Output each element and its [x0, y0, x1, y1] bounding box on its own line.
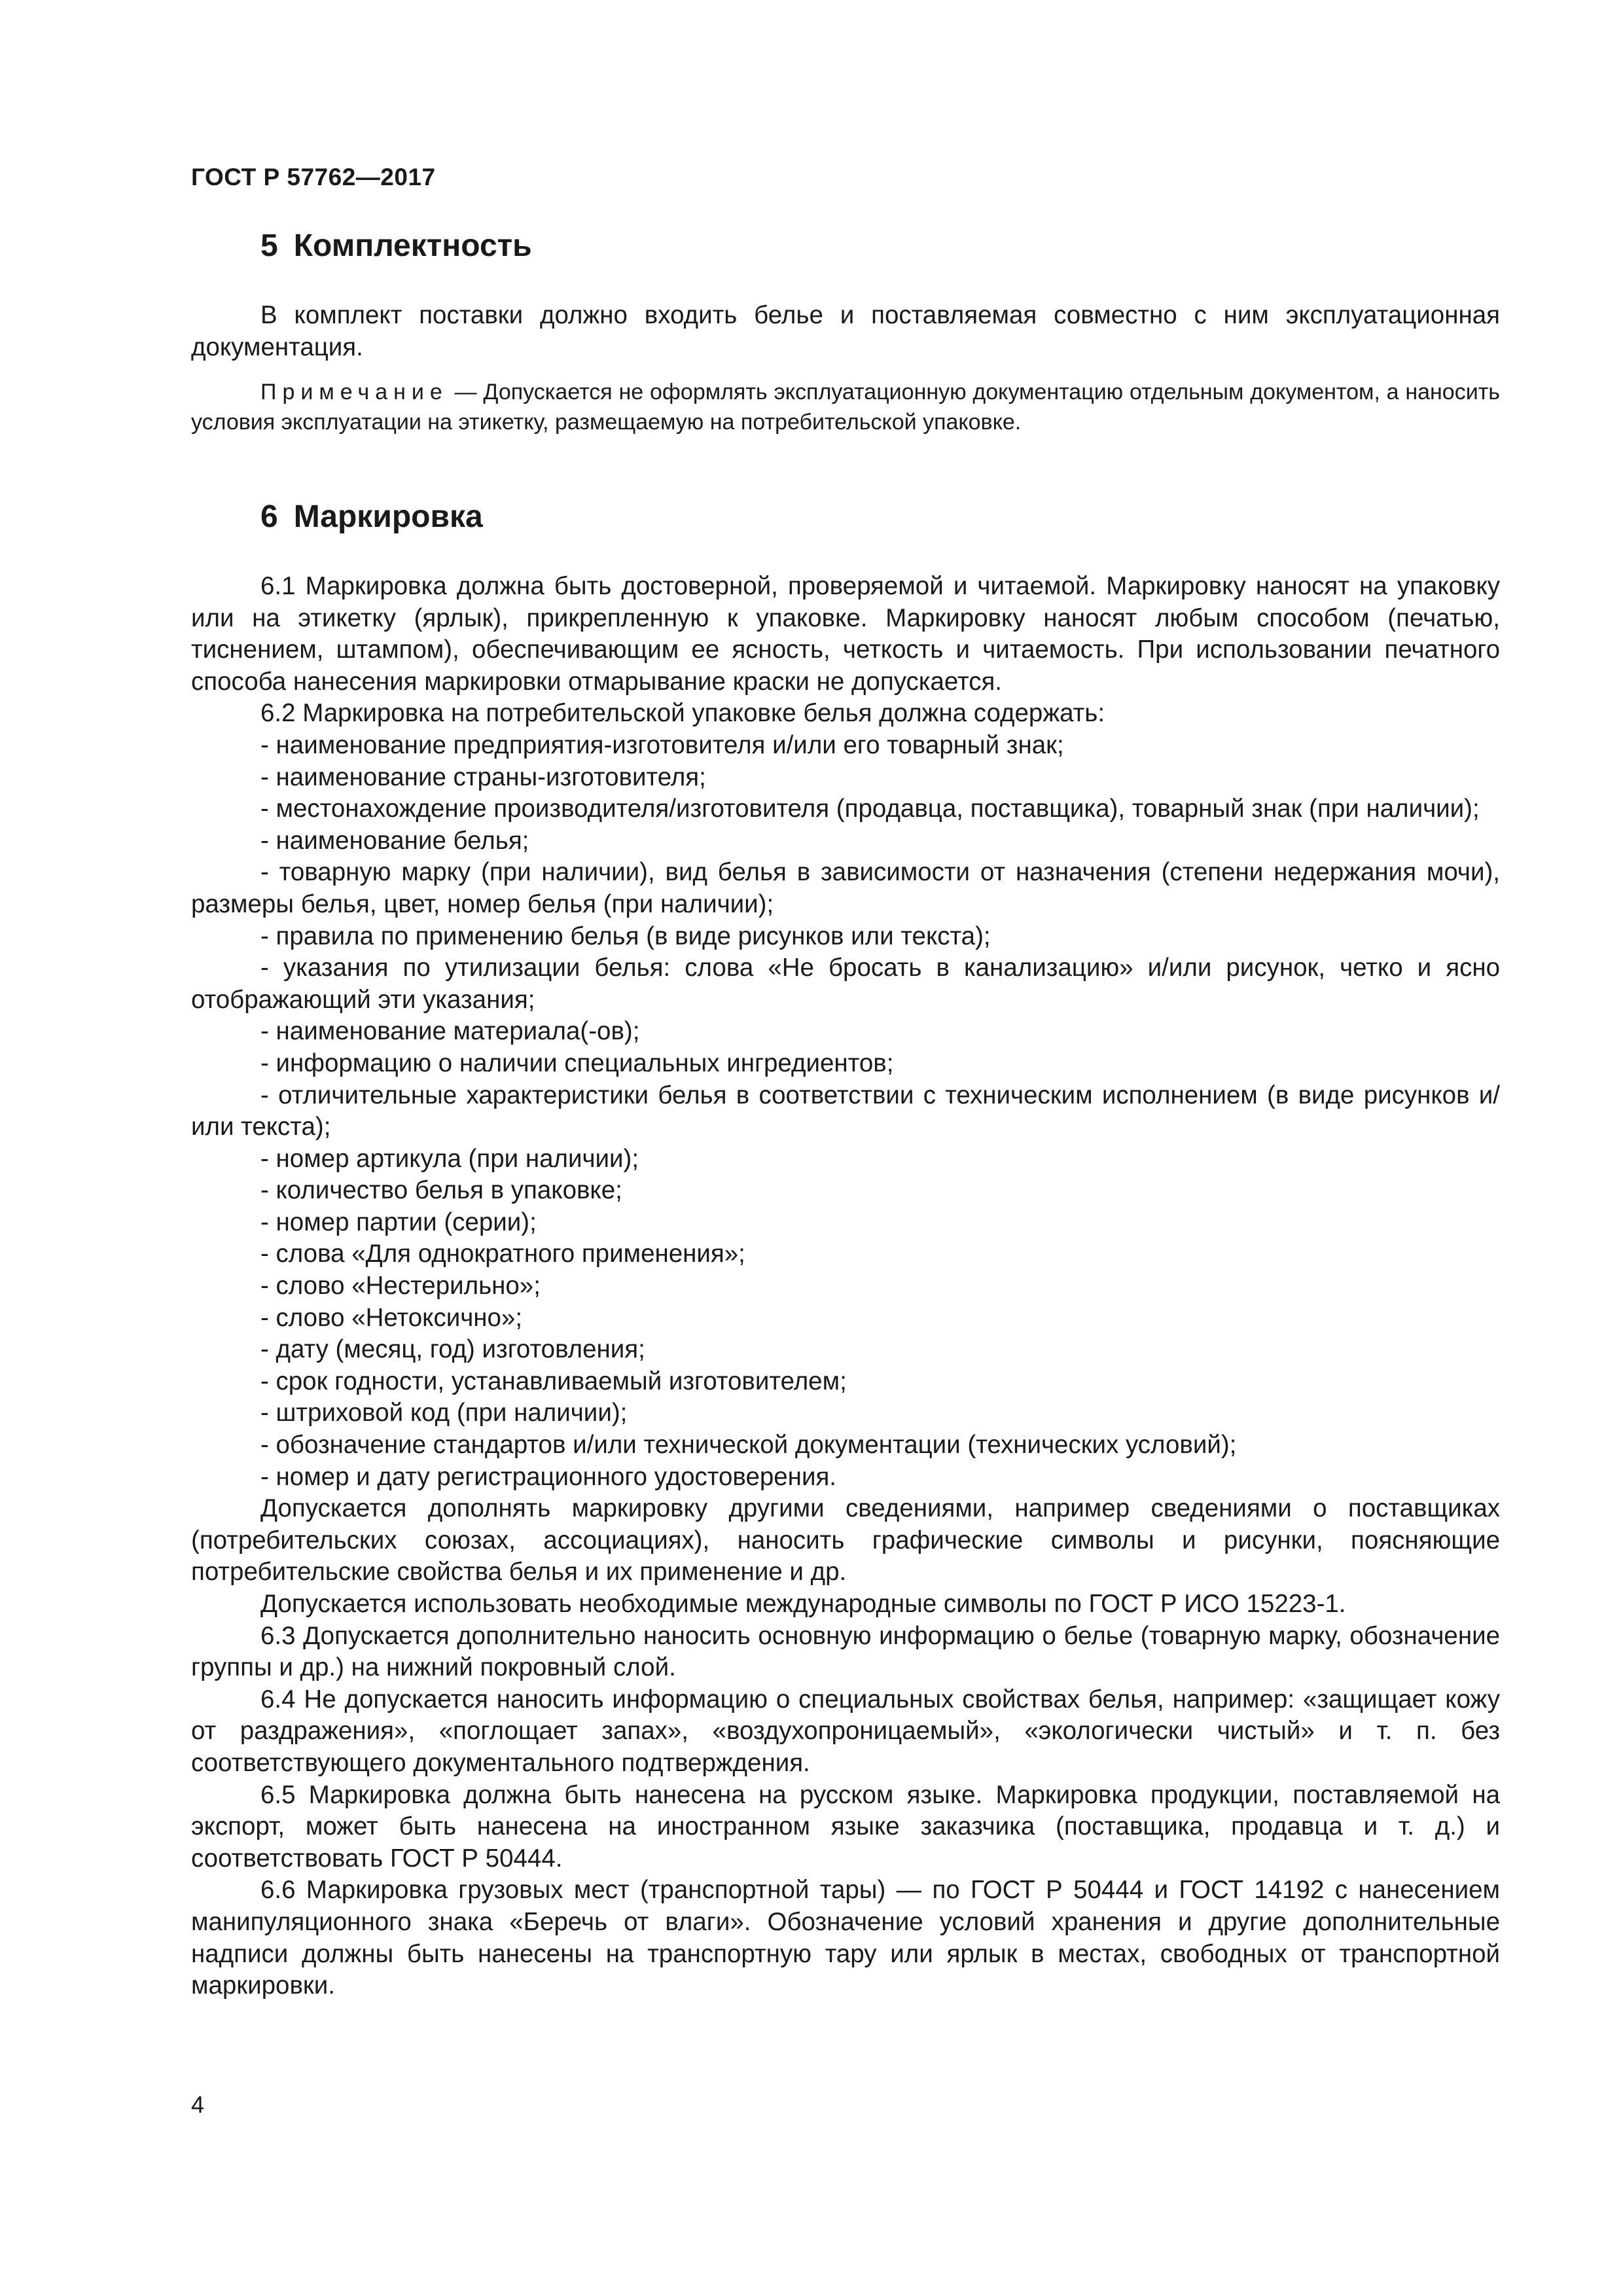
list-item: - слово «Нестерильно»; — [260, 1272, 541, 1300]
list-item: - отличительные характеристики белья в соответствии с техническим исполнением (в виде рисунков и/или текста); — [191, 1081, 1500, 1141]
list-item: - штриховой код (при наличии); — [260, 1399, 628, 1427]
list-item: - обозначение стандартов и/или технической документации (технических условий); — [260, 1431, 1237, 1460]
list-item: - наименование предприятия-изготовителя и/или его товарный знак; — [260, 730, 1064, 759]
section-6-number: 6 — [260, 499, 278, 534]
list-item: - наименование белья; — [260, 826, 529, 855]
paragraph-6-2: 6.2 Маркировка на потребительской упаковке белья должна содержать: — [260, 699, 1105, 728]
list-item: - слово «Нетоксично»; — [260, 1303, 523, 1332]
note-label: Примечание — [260, 380, 448, 404]
list-item: - информацию о наличии специальных ингредиентов; — [260, 1049, 894, 1077]
list-item: - дату (месяц, год) изготовления; — [260, 1335, 645, 1364]
list-item: - правила по применению белья (в виде рисунков или текста); — [260, 922, 991, 950]
page-number: 4 — [191, 2091, 205, 2118]
section-6-body — [191, 571, 1500, 2002]
section-6-heading — [260, 499, 483, 535]
section-5-title: Комплектность — [293, 228, 532, 263]
document-header: ГОСТ Р 57762—2017 — [191, 164, 436, 190]
list-item: - местонахождение производителя/изготовителя (продавца, поставщика), товарный знак (при наличии); — [260, 795, 1480, 823]
paragraph-6-6: 6.6 Маркировка грузовых мест (транспортной тары) — по ГОСТ Р 50444 и ГОСТ 14192 с нанесением манипуляционного знака «Беречь от влаги». Обозначение условий хранения и другие дополнительные надписи должны быть нанесены на транспортную тару или ярлык в местах, свободных от транспортной маркировки. — [191, 1876, 1500, 2000]
paragraph-additional-info: Допускается дополнять маркировку другими сведениями, например сведениями о поставщиках (потребительских союзах, ассоциациях), наносить графические символы и рисунки, поясняющие потребительские свойства белья и их применение и др. — [191, 1494, 1500, 1587]
section-5-body — [191, 300, 1500, 363]
list-item: - номер партии (серии); — [260, 1208, 537, 1236]
section-5-number: 5 — [260, 228, 278, 263]
list-item: - срок годности, устанавливаемый изготовителем; — [260, 1367, 847, 1395]
paragraph-6-4: 6.4 Не допускается наносить информацию о специальных свойствах белья, например: «защищает кожу от раздражения», «поглощает запах», «воздухопроницаемый», «экологически чистый» и т. п. без соответствующего документального подтверждения. — [191, 1685, 1500, 1777]
list-item: - номер артикула (при наличии); — [260, 1144, 639, 1173]
list-item: - наименование материала(-ов); — [260, 1017, 640, 1046]
note-text: — Допускается не оформлять эксплуатационную документацию отдельным документом, а наносить условия эксплуатации на этикетку, размещаемую на потребительской упаковке. — [191, 380, 1500, 435]
section-6-title: Маркировка — [293, 499, 483, 534]
paragraph-international-symbols: Допускается использовать необходимые международные символы по ГОСТ Р ИСО 15223-1. — [260, 1590, 1346, 1618]
note-paragraph — [191, 377, 1500, 437]
paragraph-6-1: 6.1 Маркировка должна быть достоверной, проверяемой и читаемой. Маркировку наносят на упаковку или на этикетку (ярлык), прикрепленную к упаковке. Маркировку наносят любым способом (печатью, тиснением, штампом), обеспечивающим ее ясность, четкость и читаемость. При использовании печатного способа нанесения маркировки отмарывание краски не допускается. — [191, 572, 1500, 696]
section-5-note — [191, 377, 1500, 437]
marking-requirements-list — [191, 730, 1500, 1493]
list-item: - товарную марку (при наличии), вид белья в зависимости от назначения (степени недержания мочи), размеры белья, цвет, номер белья (при наличии); — [191, 858, 1500, 918]
list-item: - наименование страны-изготовителя; — [260, 762, 706, 791]
section-5-text: В комплект поставки должно входить белье и поставляемая совместно с ним эксплуатационная документация. — [191, 301, 1500, 361]
list-item: - слова «Для однократного применения»; — [260, 1240, 745, 1268]
paragraph-6-3: 6.3 Допускается дополнительно наносить основную информацию о белье (товарную марку, обозначение группы и др.) на нижний покровный слой. — [191, 1621, 1500, 1682]
section-5-heading — [260, 228, 532, 264]
list-item: - указания по утилизации белья: слова «Не бросать в канализацию» и/или рисунок, четко и ясно отображающий эти указания; — [191, 954, 1500, 1014]
paragraph-6-5: 6.5 Маркировка должна быть нанесена на русском языке. Маркировка продукции, поставляемой на экспорт, может быть нанесена на иностранном языке заказчика (поставщика, продавца и т. д.) и соответствовать ГОСТ Р 50444. — [191, 1780, 1500, 1873]
list-item: - номер и дату регистрационного удостоверения. — [260, 1462, 836, 1491]
list-item: - количество белья в упаковке; — [260, 1176, 622, 1205]
